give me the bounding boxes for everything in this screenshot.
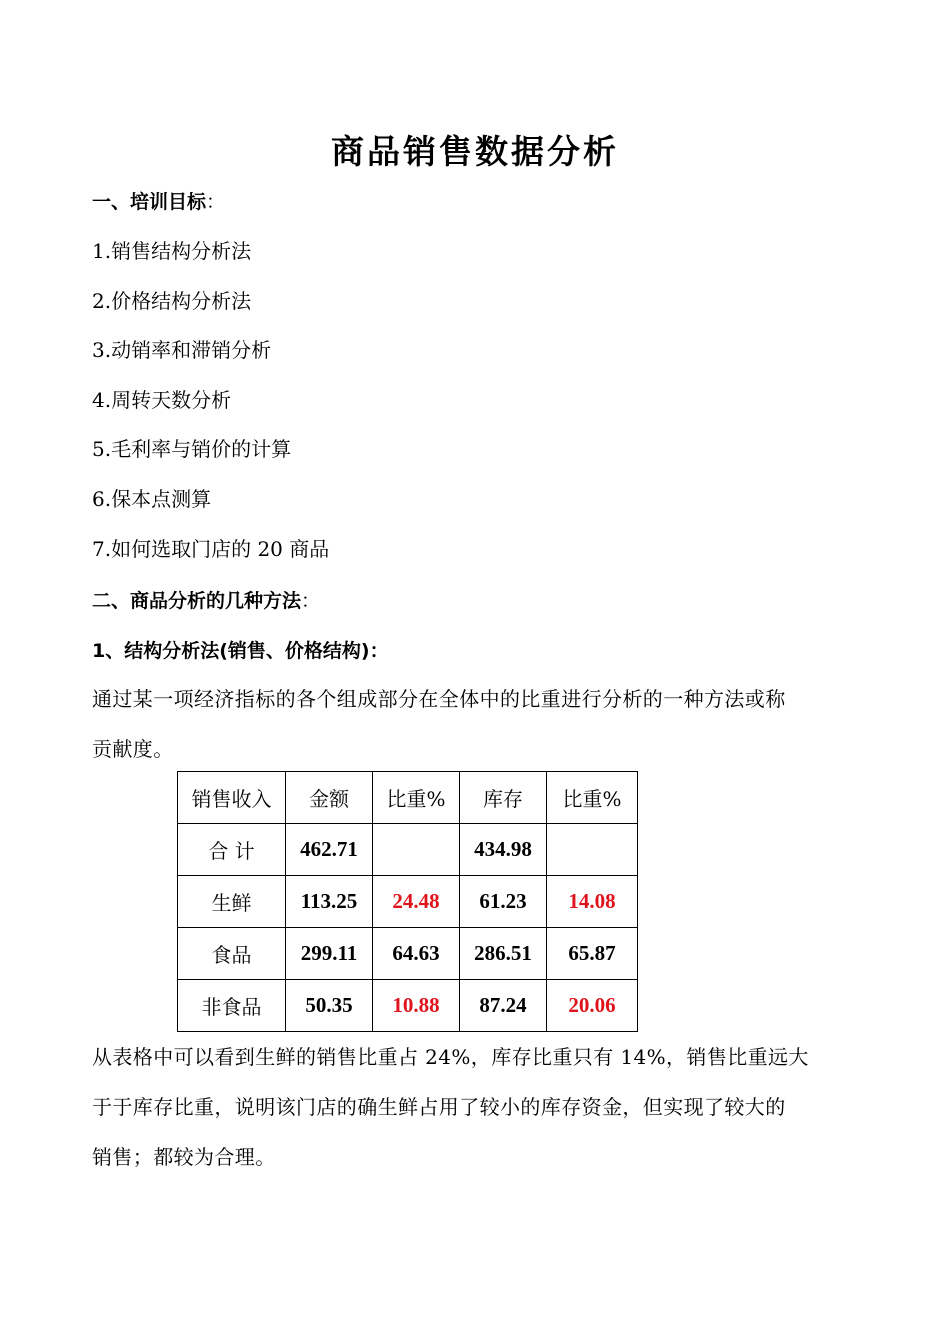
row-label: 合 计 — [178, 824, 286, 876]
row-label: 非食品 — [178, 980, 286, 1032]
row-label: 生鲜 — [178, 876, 286, 928]
subsection-heading-structure-analysis: 1、结构分析法(销售、价格结构)： — [92, 640, 389, 662]
stock-amount-cell: 61.23 — [460, 876, 547, 928]
stock-share-cell-highlighted: 20.06 — [547, 980, 638, 1032]
table-header-cell: 比重% — [373, 772, 460, 824]
conclusion-line: 从表格中可以看到生鲜的销售比重占 24%，库存比重只有 14%，销售比重远大 — [92, 1045, 809, 1069]
goal-item: 3.动销率和滞销分析 — [92, 338, 272, 362]
goal-item: 2.价格结构分析法 — [92, 289, 252, 313]
sales-amount-cell: 462.71 — [286, 824, 373, 876]
sales-share-cell — [373, 824, 460, 876]
conclusion-line: 销售；都较为合理。 — [92, 1145, 276, 1169]
heading-colon: ： — [301, 590, 321, 612]
document-title: 商品销售数据分析 — [331, 132, 619, 171]
intro-line: 贡献度。 — [92, 737, 174, 761]
sales-amount-cell: 113.25 — [286, 876, 373, 928]
conclusion-line: 于于库存比重，说明该门店的确生鲜占用了较小的库存资金，但实现了较大的 — [92, 1095, 786, 1119]
goal-item: 4.周转天数分析 — [92, 388, 232, 412]
section-heading-methods — [92, 587, 320, 615]
goal-item: 7.如何选取门店的 20 商品 — [92, 537, 330, 561]
sales-share-cell: 64.63 — [373, 928, 460, 980]
table-header-cell: 金额 — [286, 772, 373, 824]
goal-item: 1.销售结构分析法 — [92, 239, 252, 263]
table-header-cell: 比重% — [547, 772, 638, 824]
stock-amount-cell: 87.24 — [460, 980, 547, 1032]
table-row — [178, 928, 638, 980]
goal-item: 6.保本点测算 — [92, 487, 212, 511]
stock-share-cell: 65.87 — [547, 928, 638, 980]
table-header-cell: 库存 — [460, 772, 547, 824]
table-row — [178, 876, 638, 928]
stock-amount-cell: 434.98 — [460, 824, 547, 876]
goal-item: 5.毛利率与销价的计算 — [92, 437, 292, 461]
table-header-cell: 销售收入 — [178, 772, 286, 824]
heading-colon: ： — [206, 191, 226, 213]
stock-share-cell-highlighted: 14.08 — [547, 876, 638, 928]
stock-share-cell — [547, 824, 638, 876]
sales-amount-cell: 50.35 — [286, 980, 373, 1032]
sales-share-cell-highlighted: 10.88 — [373, 980, 460, 1032]
table-row — [178, 980, 638, 1032]
intro-paragraph — [92, 674, 872, 774]
sales-amount-cell: 299.11 — [286, 928, 373, 980]
section-heading-text: 一、培训目标 — [92, 191, 207, 213]
table-row — [178, 824, 638, 876]
sales-structure-table — [177, 771, 638, 1032]
table-header-row — [178, 772, 638, 824]
conclusion-paragraph — [92, 1032, 872, 1182]
row-label: 食品 — [178, 928, 286, 980]
intro-line: 通过某一项经济指标的各个组成部分在全体中的比重进行分析的一种方法或称 — [92, 687, 786, 711]
stock-amount-cell: 286.51 — [460, 928, 547, 980]
section-heading-text: 二、商品分析的几种方法 — [92, 590, 302, 612]
section-heading-training-goals — [92, 188, 225, 216]
sales-share-cell-highlighted: 24.48 — [373, 876, 460, 928]
